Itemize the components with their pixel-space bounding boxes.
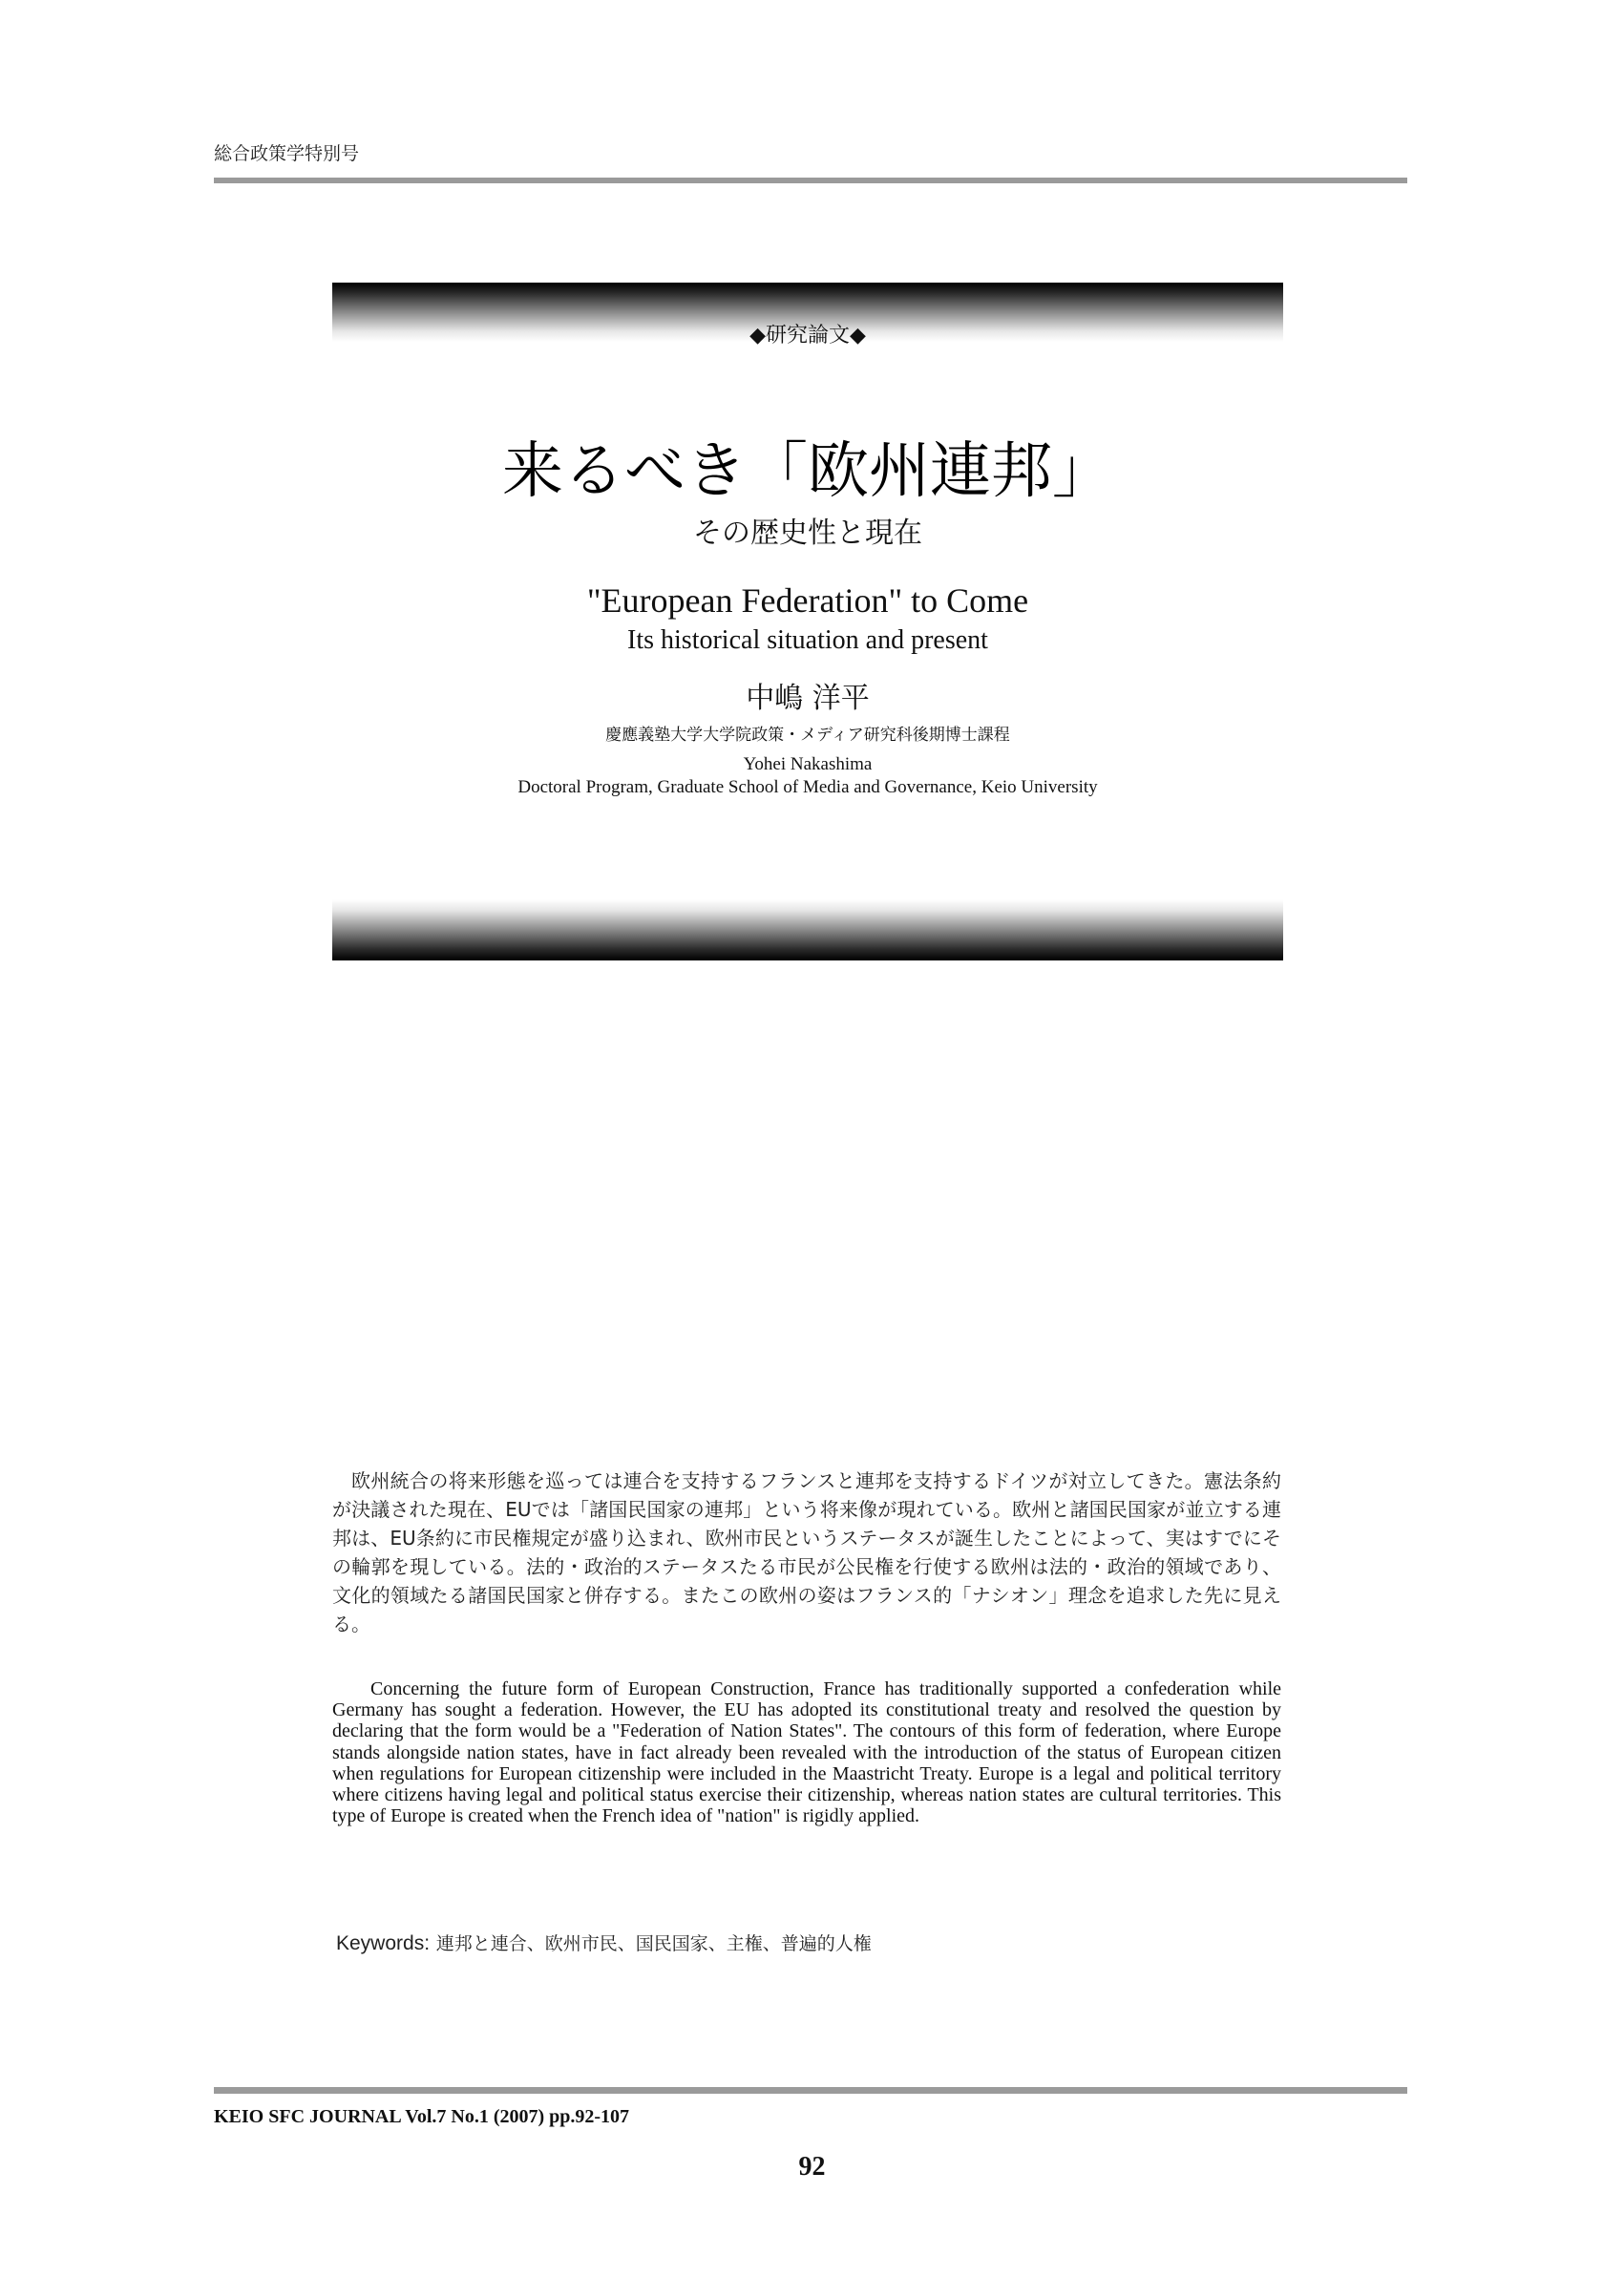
- author-english: Yohei Nakashima: [743, 754, 873, 774]
- abstract-english: Concerning the future form of European Construction, France has traditionally supported a confederation while Germany has sought a federation. However, the EU has adopted its constitutional treaty and resolved the question by declaring that the form would be a "Federation of Nation States". The contours of this form of federation, where Europe stands alongside nation states, have in fact already been revealed with the introduction of the status of European citizen when regulations for European citizenship were included in the Maastricht Treaty. Europe is a legal and political territory where citizens having legal and political status exercise their citizenship, whereas nation states are cultural territories. This type of Europe is created when the French idea of "nation" is rigidly applied.: [332, 1678, 1281, 1827]
- author-japanese: 中嶋 洋平: [746, 682, 870, 715]
- subtitle-english: Its historical situation and present: [627, 625, 988, 655]
- abstract-japanese: 欧州統合の将来形態を巡っては連合を支持するフランスと連邦を支持するドイツが対立してきた。憲法条約が決議された現在、EUでは「諸国民国家の連邦」という将来像が現れている。欧州と諸国民国家が並立する連邦は、EU条約に市民権規定が盛り込まれ、欧州市民というステータスが誕生したことによって、実はすでにその輪郭を現している。法的・政治的ステータスたる市民が公民権を行使する欧州は法的・政治的領域であり、文化的領域たる諸国民国家と併存する。またこの欧州の姿はフランス的「ナシオン」理念を追求した先に見える。: [332, 1469, 1281, 1635]
- subtitle-japanese: その歴史性と現在: [693, 517, 922, 550]
- page-number: 92: [798, 2152, 826, 2182]
- title-band-bottom: [332, 899, 1283, 960]
- affiliation-english: Doctoral Program, Graduate School of Media and Governance, Keio University: [517, 777, 1098, 797]
- footer-rule: [214, 2087, 1407, 2094]
- running-head: 総合政策学特別号: [214, 143, 360, 164]
- keywords-label: Keywords:: [336, 1932, 431, 1954]
- keywords-list: 連邦と連合、欧州市民、国民国家、主権、普遍的人権: [435, 1933, 872, 1954]
- section-label: ◆研究論文◆: [749, 324, 866, 348]
- title-japanese: 来るべき「欧州連邦」: [502, 436, 1113, 507]
- journal-citation: KEIO SFC JOURNAL Vol.7 No.1 (2007) pp.92-107: [214, 2106, 630, 2127]
- affiliation-japanese: 慶應義塾大学大学院政策・メディア研究科後期博士課程: [605, 726, 1010, 745]
- header-rule: [214, 178, 1407, 183]
- title-english: "European Federation" to Come: [586, 581, 1029, 620]
- keywords: [336, 1930, 872, 1956]
